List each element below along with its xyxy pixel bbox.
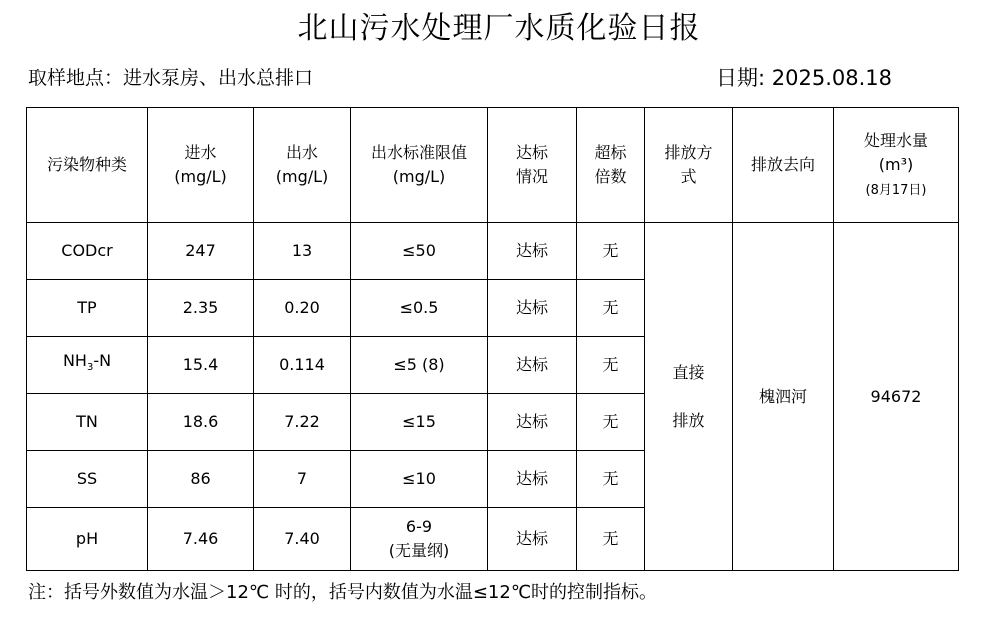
header-exceed: 超标 倍数 (577, 108, 645, 223)
header-influent: 进水 (mg/L) (148, 108, 254, 223)
pollutant-name: SS (27, 451, 148, 508)
exceed-value: 无 (577, 508, 645, 571)
header-pollutant: 污染物种类 (27, 108, 148, 223)
limit-value: ≤0.5 (351, 280, 488, 337)
exceed-value: 无 (577, 451, 645, 508)
header-discharge-method: 排放方 式 (645, 108, 733, 223)
discharge-method-value: 直接 排放 (645, 223, 733, 571)
header-limit: 出水标准限值 (mg/L) (351, 108, 488, 223)
influent-value: 15.4 (148, 337, 254, 394)
status-value: 达标 (488, 280, 577, 337)
status-value: 达标 (488, 223, 577, 280)
effluent-value: 13 (254, 223, 351, 280)
status-value: 达标 (488, 394, 577, 451)
discharge-destination-value: 槐泗河 (733, 223, 834, 571)
table-row (27, 223, 959, 280)
table-header-row (27, 108, 959, 223)
influent-value: 18.6 (148, 394, 254, 451)
water-quality-table (26, 107, 959, 571)
status-value: 达标 (488, 451, 577, 508)
pollutant-name: TP (27, 280, 148, 337)
status-value: 达标 (488, 508, 577, 571)
exceed-value: 无 (577, 394, 645, 451)
pollutant-name: pH (27, 508, 148, 571)
report-title: 北山污水处理厂水质化验日报 (297, 11, 701, 46)
limit-value: ≤15 (351, 394, 488, 451)
header-discharge-destination: 排放去向 (733, 108, 834, 223)
exceed-value: 无 (577, 280, 645, 337)
footnote: 注：括号外数值为水温＞12℃ 时的，括号内数值为水温≤12℃时的控制指标。 (28, 582, 658, 603)
influent-value: 7.46 (148, 508, 254, 571)
effluent-value: 7 (254, 451, 351, 508)
status-value: 达标 (488, 337, 577, 394)
sampling-location: 取样地点：进水泵房、出水总排口 (28, 67, 314, 89)
effluent-value: 0.20 (254, 280, 351, 337)
pollutant-name: $NH_3-N$ (27, 337, 148, 394)
influent-value: 2.35 (148, 280, 254, 337)
report-date: 日期: 2025.08.18 (716, 66, 892, 90)
exceed-value: 无 (577, 223, 645, 280)
header-status: 达标 情况 (488, 108, 577, 223)
limit-value: ≤50 (351, 223, 488, 280)
limit-value: 6-9 (无量纲) (351, 508, 488, 571)
limit-value: ≤5 (8) (351, 337, 488, 394)
influent-value: 86 (148, 451, 254, 508)
header-volume: 处理水量 (m³) (8月17日) (834, 108, 959, 223)
treated-volume-value: 94672 (834, 223, 959, 571)
effluent-value: 0.114 (254, 337, 351, 394)
limit-value: ≤10 (351, 451, 488, 508)
effluent-value: 7.22 (254, 394, 351, 451)
header-effluent: 出水 (mg/L) (254, 108, 351, 223)
pollutant-name: CODcr (27, 223, 148, 280)
pollutant-name: TN (27, 394, 148, 451)
effluent-value: 7.40 (254, 508, 351, 571)
exceed-value: 无 (577, 337, 645, 394)
influent-value: 247 (148, 223, 254, 280)
